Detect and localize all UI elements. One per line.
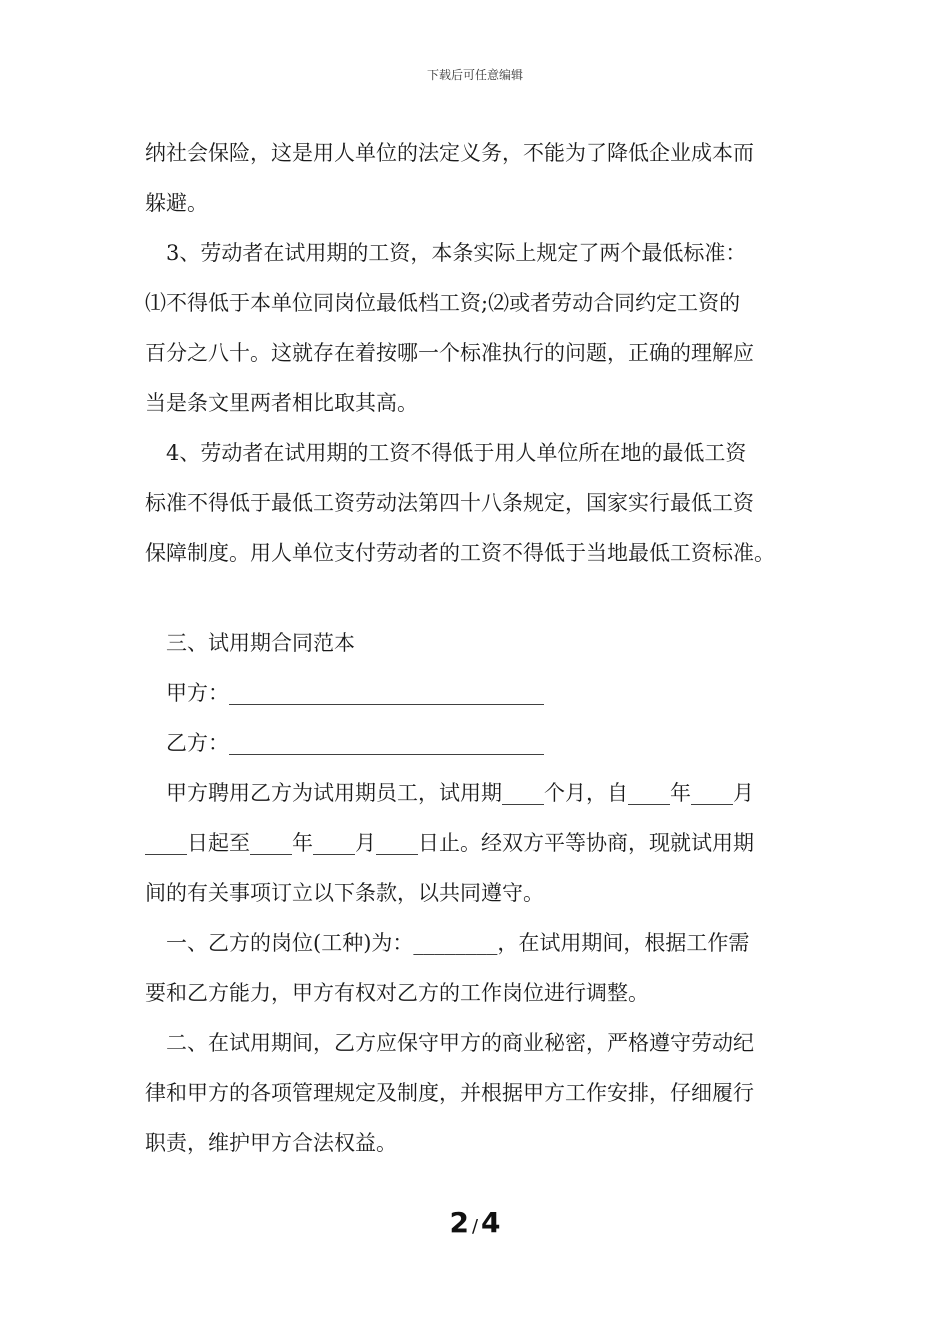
section-heading: 三、试用期合同范本 [145, 631, 355, 655]
text-line: 要和乙方能力，甲方有权对乙方的工作岗位进行调整。 [145, 981, 649, 1005]
text-line: 纳社会保险，这是用人单位的法定义务，不能为了降低企业成本而 [145, 141, 754, 165]
text-line: 一、乙方的岗位(工种)为：________，在试用期间，根据工作需 [145, 931, 750, 955]
text-line: 律和甲方的各项管理规定及制度，并根据甲方工作安排，仔细履行 [145, 1081, 754, 1105]
page-header: 下载后可任意编辑 [426, 68, 523, 82]
party-a-field: 甲方：______________________________ [145, 681, 544, 705]
document-body [145, 128, 815, 1168]
text-line: 二、在试用期间，乙方应保守甲方的商业秘密，严格遵守劳动纪 [145, 1031, 754, 1055]
text-line: 职责，维护甲方合法权益。 [145, 1131, 397, 1155]
total-pages: 4 [481, 1206, 501, 1239]
page-separator: / [471, 1216, 479, 1237]
text-line: 当是条文里两者相比取其高。 [145, 391, 418, 415]
text-line: 百分之八十。这就存在着按哪一个标准执行的问题，正确的理解应 [145, 341, 754, 365]
text-line: 甲方聘用乙方为试用期员工，试用期____个月，自____年____月 [145, 781, 754, 805]
text-line: 4、劳动者在试用期的工资不得低于用人单位所在地的最低工资 [145, 441, 747, 465]
text-line: 标准不得低于最低工资劳动法第四十八条规定，国家实行最低工资 [145, 491, 754, 515]
text-line: ____日起至____年____月____日止。经双方平等协商，现就试用期 [145, 831, 754, 855]
text-line: 3、劳动者在试用期的工资，本条实际上规定了两个最低标准： [145, 241, 747, 265]
current-page: 2 [449, 1206, 469, 1239]
party-b-field: 乙方：______________________________ [145, 731, 544, 755]
text-line: 保障制度。用人单位支付劳动者的工资不得低于当地最低工资标准。 [145, 541, 775, 565]
section-spacer [145, 578, 815, 618]
text-line: 间的有关事项订立以下条款，以共同遵守。 [145, 881, 544, 905]
page-number [0, 1206, 950, 1239]
text-line: ⑴不得低于本单位同岗位最低档工资;⑵或者劳动合同约定工资的 [145, 291, 741, 315]
text-line: 躲避。 [145, 191, 208, 215]
